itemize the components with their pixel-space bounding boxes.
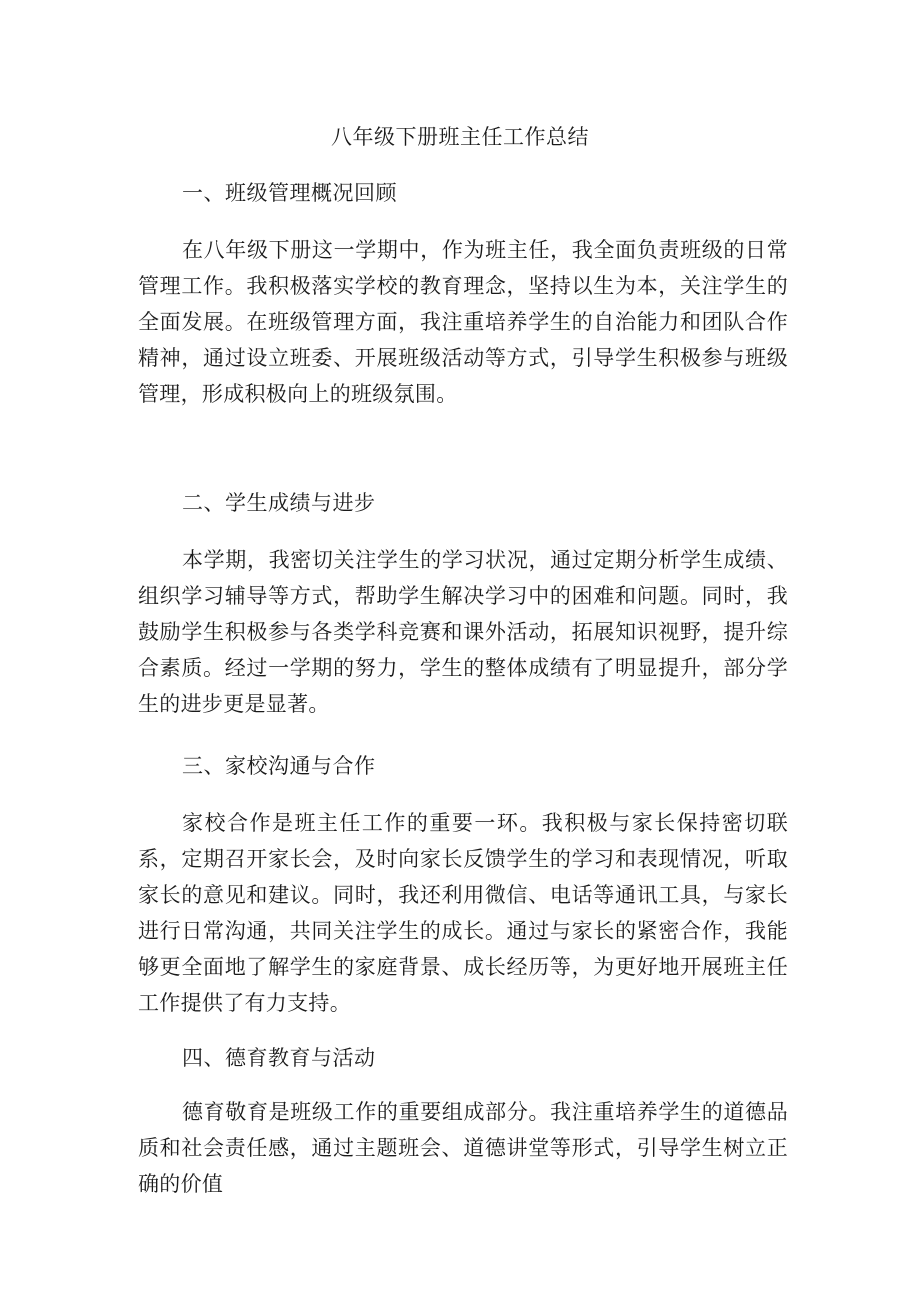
section-body-1: 在八年级下册这一学期中，作为班主任，我全面负责班级的日常管理工作。我积极落实学校的教育理念，坚持以生为本，关注学生的全面发展。在班级管理方面，我注重培养学生的自治能力和团队合作精神，通过设立班委、开展班级活动等方式，引导学生积极参与班级管理，形成积极向上的班级氛围。 — [138, 238, 788, 406]
section-body-3: 家校合作是班主任工作的重要一环。我积极与家长保持密切联系，定期召开家长会，及时向家长反馈学生的学习和表现情况，听取家长的意见和建议。同时，我还利用微信、电话等通讯工具，与家长进行日常沟通，共同关注学生的成长。通过与家长的紧密合作，我能够更全面地了解学生的家庭背景、成长经历等，为更好地开展班主任工作提供了有力支持。 — [138, 811, 788, 1015]
section-heading-4: 四、德育教育与活动 — [182, 1046, 376, 1070]
document-title: 八年级下册班主任工作总结 — [331, 125, 589, 149]
section-body-4: 德育敬育是班级工作的重要组成部分。我注重培养学生的道德品质和社会责任感，通过主题班会、道德讲堂等形式，引导学生树立正确的价值 — [138, 1100, 788, 1196]
section-heading-2: 二、学生成绩与进步 — [182, 491, 376, 515]
section-body-2: 本学期，我密切关注学生的学习状况，通过定期分析学生成绩、组织学习辅导等方式，帮助学生解决学习中的困难和问题。同时，我鼓励学生积极参与各类学科竞赛和课外活动，拓展知识视野，提升综合素质。经过一学期的努力，学生的整体成绩有了明显提升，部分学生的进步更是显著。 — [138, 548, 788, 716]
section-heading-1: 一、班级管理概况回顾 — [182, 181, 397, 205]
section-heading-3: 三、家校沟通与合作 — [182, 754, 376, 778]
